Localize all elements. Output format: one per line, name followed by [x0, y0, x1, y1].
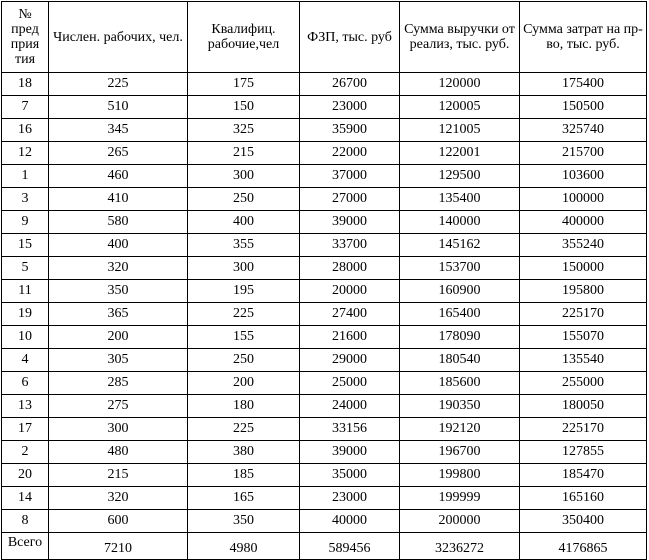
header-row [2, 2, 647, 73]
cell-qualified-workers: 250 [188, 349, 300, 372]
cell-production-costs: 135540 [520, 349, 647, 372]
cell-sales-revenue: 190350 [400, 395, 520, 418]
cell-payroll-fund: 21600 [300, 326, 400, 349]
cell-sales-revenue: 196700 [400, 441, 520, 464]
cell-sales-revenue: 178090 [400, 326, 520, 349]
cell-payroll-fund: 33700 [300, 234, 400, 257]
cell-production-costs: 225170 [520, 418, 647, 441]
cell-sales-revenue: 185600 [400, 372, 520, 395]
cell-sales-revenue: 160900 [400, 280, 520, 303]
cell-workers-count: 215 [49, 464, 188, 487]
cell-production-costs: 255000 [520, 372, 647, 395]
total-label: Всего [2, 533, 49, 560]
cell-qualified-workers: 400 [188, 211, 300, 234]
cell-payroll-fund: 28000 [300, 257, 400, 280]
cell-workers-count: 320 [49, 257, 188, 280]
cell-sales-revenue: 129500 [400, 165, 520, 188]
cell-sales-revenue: 192120 [400, 418, 520, 441]
cell-qualified-workers: 155 [188, 326, 300, 349]
cell-production-costs: 355240 [520, 234, 647, 257]
cell-sales-revenue: 135400 [400, 188, 520, 211]
cell-workers-count: 460 [49, 165, 188, 188]
cell-production-costs: 103600 [520, 165, 647, 188]
cell-enterprise-number: 20 [2, 464, 49, 487]
table-row [2, 96, 647, 119]
table-row [2, 464, 647, 487]
cell-sales-revenue: 165400 [400, 303, 520, 326]
cell-enterprise-number: 15 [2, 234, 49, 257]
table-row [2, 326, 647, 349]
table-row [2, 211, 647, 234]
cell-qualified-workers: 380 [188, 441, 300, 464]
cell-payroll-fund: 39000 [300, 211, 400, 234]
cell-qualified-workers: 200 [188, 372, 300, 395]
cell-sales-revenue: 120005 [400, 96, 520, 119]
cell-sales-revenue: 122001 [400, 142, 520, 165]
table-header [2, 2, 647, 73]
cell-workers-count: 365 [49, 303, 188, 326]
cell-payroll-fund: 22000 [300, 142, 400, 165]
cell-enterprise-number: 18 [2, 73, 49, 96]
cell-qualified-workers: 150 [188, 96, 300, 119]
cell-qualified-workers: 325 [188, 119, 300, 142]
cell-payroll-fund: 26700 [300, 73, 400, 96]
cell-qualified-workers: 225 [188, 418, 300, 441]
cell-production-costs: 325740 [520, 119, 647, 142]
cell-workers-count: 400 [49, 234, 188, 257]
cell-enterprise-number: 9 [2, 211, 49, 234]
cell-payroll-fund: 23000 [300, 96, 400, 119]
cell-production-costs: 350400 [520, 510, 647, 533]
cell-qualified-workers: 225 [188, 303, 300, 326]
cell-payroll-fund: 24000 [300, 395, 400, 418]
cell-qualified-workers: 350 [188, 510, 300, 533]
table-row [2, 257, 647, 280]
total-sales-revenue: 3236272 [400, 533, 520, 560]
table-row [2, 487, 647, 510]
cell-payroll-fund: 35000 [300, 464, 400, 487]
cell-qualified-workers: 300 [188, 165, 300, 188]
cell-enterprise-number: 10 [2, 326, 49, 349]
table-row [2, 73, 647, 96]
cell-enterprise-number: 11 [2, 280, 49, 303]
table-row [2, 510, 647, 533]
cell-workers-count: 410 [49, 188, 188, 211]
cell-enterprise-number: 16 [2, 119, 49, 142]
cell-payroll-fund: 37000 [300, 165, 400, 188]
cell-sales-revenue: 199999 [400, 487, 520, 510]
cell-workers-count: 285 [49, 372, 188, 395]
cell-sales-revenue: 153700 [400, 257, 520, 280]
cell-qualified-workers: 250 [188, 188, 300, 211]
cell-enterprise-number: 6 [2, 372, 49, 395]
total-production-costs: 4176865 [520, 533, 647, 560]
total-qualified-workers: 4980 [188, 533, 300, 560]
cell-workers-count: 510 [49, 96, 188, 119]
cell-production-costs: 225170 [520, 303, 647, 326]
cell-qualified-workers: 175 [188, 73, 300, 96]
cell-production-costs: 175400 [520, 73, 647, 96]
header-qualified-workers: Квалифиц. рабочие,чел [188, 2, 300, 73]
cell-payroll-fund: 25000 [300, 372, 400, 395]
cell-qualified-workers: 195 [188, 280, 300, 303]
cell-workers-count: 275 [49, 395, 188, 418]
cell-workers-count: 265 [49, 142, 188, 165]
cell-enterprise-number: 1 [2, 165, 49, 188]
table-row [2, 395, 647, 418]
cell-workers-count: 580 [49, 211, 188, 234]
cell-enterprise-number: 13 [2, 395, 49, 418]
cell-workers-count: 480 [49, 441, 188, 464]
table-row [2, 142, 647, 165]
cell-qualified-workers: 300 [188, 257, 300, 280]
cell-production-costs: 180050 [520, 395, 647, 418]
cell-enterprise-number: 19 [2, 303, 49, 326]
table-row [2, 441, 647, 464]
header-payroll-fund: ФЗП, тыс. руб [300, 2, 400, 73]
cell-payroll-fund: 35900 [300, 119, 400, 142]
table-row [2, 234, 647, 257]
table-row [2, 303, 647, 326]
cell-qualified-workers: 180 [188, 395, 300, 418]
cell-sales-revenue: 145162 [400, 234, 520, 257]
header-enterprise-number: № пред прия тия [2, 2, 49, 73]
cell-workers-count: 345 [49, 119, 188, 142]
cell-qualified-workers: 185 [188, 464, 300, 487]
cell-production-costs: 127855 [520, 441, 647, 464]
table-row [2, 280, 647, 303]
table-row [2, 165, 647, 188]
table-row [2, 188, 647, 211]
cell-payroll-fund: 27400 [300, 303, 400, 326]
cell-payroll-fund: 29000 [300, 349, 400, 372]
cell-workers-count: 225 [49, 73, 188, 96]
cell-qualified-workers: 215 [188, 142, 300, 165]
enterprise-data-table [1, 1, 647, 560]
cell-production-costs: 185470 [520, 464, 647, 487]
header-sales-revenue: Сумма выручки от реализ, тыс. руб. [400, 2, 520, 73]
cell-production-costs: 100000 [520, 188, 647, 211]
cell-production-costs: 150000 [520, 257, 647, 280]
table-row [2, 119, 647, 142]
cell-payroll-fund: 39000 [300, 441, 400, 464]
cell-enterprise-number: 8 [2, 510, 49, 533]
cell-sales-revenue: 140000 [400, 211, 520, 234]
cell-production-costs: 195800 [520, 280, 647, 303]
cell-production-costs: 165160 [520, 487, 647, 510]
total-workers-count: 7210 [49, 533, 188, 560]
cell-workers-count: 200 [49, 326, 188, 349]
cell-enterprise-number: 14 [2, 487, 49, 510]
cell-production-costs: 215700 [520, 142, 647, 165]
cell-enterprise-number: 7 [2, 96, 49, 119]
cell-enterprise-number: 4 [2, 349, 49, 372]
cell-enterprise-number: 2 [2, 441, 49, 464]
cell-enterprise-number: 5 [2, 257, 49, 280]
cell-sales-revenue: 120000 [400, 73, 520, 96]
cell-production-costs: 150500 [520, 96, 647, 119]
cell-payroll-fund: 33156 [300, 418, 400, 441]
total-row [2, 533, 647, 560]
cell-payroll-fund: 27000 [300, 188, 400, 211]
cell-workers-count: 600 [49, 510, 188, 533]
cell-payroll-fund: 20000 [300, 280, 400, 303]
header-production-costs: Сумма затрат на пр-во, тыс. руб. [520, 2, 647, 73]
cell-enterprise-number: 12 [2, 142, 49, 165]
cell-sales-revenue: 121005 [400, 119, 520, 142]
table-row [2, 418, 647, 441]
cell-workers-count: 305 [49, 349, 188, 372]
cell-payroll-fund: 40000 [300, 510, 400, 533]
cell-qualified-workers: 355 [188, 234, 300, 257]
cell-qualified-workers: 165 [188, 487, 300, 510]
cell-workers-count: 320 [49, 487, 188, 510]
table-row [2, 372, 647, 395]
cell-production-costs: 155070 [520, 326, 647, 349]
header-workers-count: Числен. рабочих, чел. [49, 2, 188, 73]
cell-sales-revenue: 199800 [400, 464, 520, 487]
cell-production-costs: 400000 [520, 211, 647, 234]
cell-enterprise-number: 3 [2, 188, 49, 211]
cell-workers-count: 300 [49, 418, 188, 441]
total-payroll-fund: 589456 [300, 533, 400, 560]
table-body [2, 73, 647, 533]
cell-enterprise-number: 17 [2, 418, 49, 441]
cell-payroll-fund: 23000 [300, 487, 400, 510]
table-footer [2, 533, 647, 560]
cell-sales-revenue: 200000 [400, 510, 520, 533]
cell-sales-revenue: 180540 [400, 349, 520, 372]
cell-workers-count: 350 [49, 280, 188, 303]
table-row [2, 349, 647, 372]
